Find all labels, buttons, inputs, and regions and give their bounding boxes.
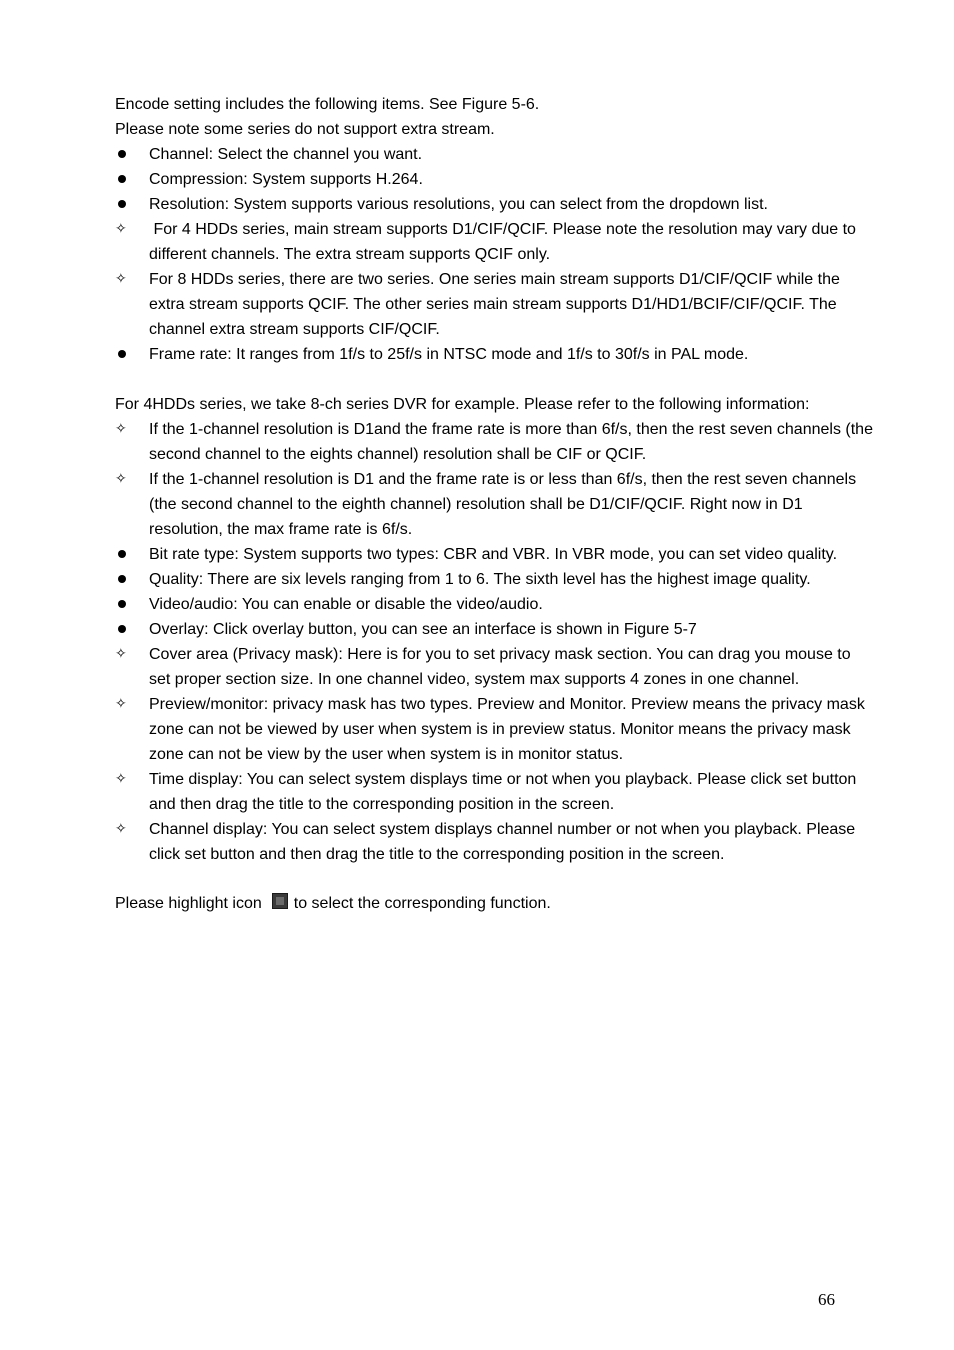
intro-line-2: Please note some series do not support extra stream. [115, 121, 495, 138]
list-item [115, 642, 875, 692]
list-item-text: Video/audio: You can enable or disable the video/audio. [149, 596, 543, 613]
list-item-text: If the 1-channel resolution is D1 and the frame rate is or less than 6f/s, then the rest seven channels (the second channel to the eighth channel) resolution shall be D1/CIF/QCIF. Right now in D1 resolution, the max frame rate is 6f/s. [149, 471, 857, 538]
four-point-star-icon: ✧ [115, 646, 127, 662]
four-point-star-icon: ✧ [115, 696, 127, 712]
list-item [115, 417, 875, 467]
list-item-text: Compression: System supports H.264. [149, 171, 423, 188]
list-item [115, 542, 875, 567]
list-item [115, 767, 875, 817]
list-item [115, 692, 875, 767]
list-item-text: Channel display: You can select system displays channel number or not when you playback. Please click set button and then drag the title to the corresponding position in the screen. [149, 821, 856, 863]
list-item [115, 617, 875, 642]
list-item-text: For 8 HDDs series, there are two series. One series main stream supports D1/CIF/QCIF while the extra stream supports QCIF. The other series main stream supports D1/HD1/BCIF/CIF/QCIF. The channel extra stream supports CIF/QCIF. [149, 271, 840, 338]
four-point-star-icon: ✧ [115, 471, 127, 487]
list-item-text: If the 1-channel resolution is D1and the frame rate is more than 6f/s, then the rest seven channels (the second channel to the eights channel) resolution shall be CIF or QCIF. [149, 421, 873, 463]
list-item [115, 167, 875, 192]
page-number: 66 [818, 1290, 835, 1309]
list-item [115, 267, 875, 342]
four-point-star-icon: ✧ [115, 421, 127, 437]
list-item-text: Bit rate type: System supports two types: CBR and VBR. In VBR mode, you can set video quality. [149, 546, 838, 563]
list-item-text: Frame rate: It ranges from 1f/s to 25f/s in NTSC mode and 1f/s to 30f/s in PAL mode. [149, 346, 749, 363]
four-point-star-icon: ✧ [115, 271, 127, 287]
list-item [115, 142, 875, 167]
list-item-text: Time display: You can select system displays time or not when you playback. Please click set button and then drag the title to the corresponding position in the screen. [149, 771, 857, 813]
list-item-text: Resolution: System supports various resolutions, you can select from the dropdown list. [149, 196, 768, 213]
paragraph-4hdd: For 4HDDs series, we take 8-ch series DVR for example. Please refer to the following information: [115, 396, 810, 413]
list-item-text: Overlay: Click overlay button, you can see an interface is shown in Figure 5-7 [149, 621, 697, 638]
page-content [115, 92, 875, 916]
paragraph-gap [115, 367, 875, 392]
list-item [115, 192, 875, 217]
final-text-after: to select the corresponding function. [293, 895, 551, 912]
list-item [115, 567, 875, 592]
list-item [115, 217, 875, 267]
intro-line-1: Encode setting includes the following items. See Figure 5-6. [115, 96, 540, 113]
list-item-text: Quality: There are six levels ranging from 1 to 6. The sixth level has the highest image quality. [149, 571, 811, 588]
list-item-text: For 4 HDDs series, main stream supports D1/CIF/QCIF. Please note the resolution may vary due to different channels. The extra stream supports QCIF only. [149, 221, 861, 263]
paragraph-gap [115, 867, 875, 891]
final-text-before: Please highlight icon [115, 895, 262, 912]
list-item [115, 592, 875, 617]
four-point-star-icon: ✧ [115, 821, 127, 837]
list-item-text: Cover area (Privacy mask): Here is for you to set privacy mask section. You can drag you mouse to set proper section size. In one channel video, system max supports 4 zones in one channel. [149, 646, 851, 688]
dark-square-icon [272, 893, 288, 909]
list-item [115, 467, 875, 542]
four-point-star-icon: ✧ [115, 221, 127, 237]
list-item-text: Preview/monitor: privacy mask has two types. Preview and Monitor. Preview means the privacy mask zone can not be viewed by user when system is in preview status. Monitor means the privacy mask zone can not be view by the user when system is in monitor status. [149, 696, 865, 763]
list-item [115, 342, 875, 367]
list-item [115, 817, 875, 867]
final-instruction [115, 891, 875, 916]
four-point-star-icon: ✧ [115, 771, 127, 787]
list-item-text: Channel: Select the channel you want. [149, 146, 423, 163]
